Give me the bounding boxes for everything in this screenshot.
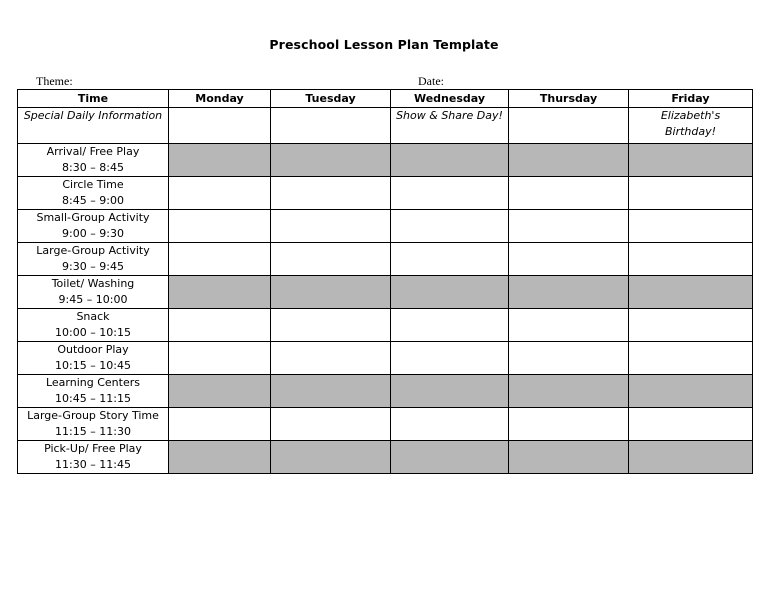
plan-cell[interactable] [169, 408, 271, 441]
time-cell [18, 210, 169, 243]
plan-cell[interactable] [509, 375, 629, 408]
column-header-tuesday: Tuesday [271, 90, 391, 108]
plan-cell[interactable] [169, 342, 271, 375]
plan-cell[interactable] [509, 144, 629, 177]
time-cell [18, 441, 169, 474]
column-header-time: Time [18, 90, 169, 108]
plan-cell[interactable] [169, 108, 271, 144]
special-info-row [18, 108, 753, 144]
plan-cell[interactable] [509, 177, 629, 210]
plan-cell[interactable] [271, 375, 391, 408]
table-row [18, 375, 753, 408]
plan-cell[interactable] [629, 375, 753, 408]
special-info-label: Special Daily Information [18, 108, 169, 144]
table-row [18, 408, 753, 441]
plan-cell[interactable] [271, 309, 391, 342]
activity-time: 9:00 – 9:30 [62, 227, 124, 240]
plan-cell[interactable] [629, 243, 753, 276]
time-cell [18, 276, 169, 309]
header-row [18, 90, 753, 108]
plan-cell[interactable] [271, 408, 391, 441]
table-row [18, 441, 753, 474]
friday-note[interactable] [629, 108, 753, 144]
plan-cell[interactable] [509, 210, 629, 243]
table-row [18, 144, 753, 177]
activity-name: Pick-Up/ Free Play [44, 442, 142, 455]
table-row [18, 243, 753, 276]
plan-cell[interactable] [629, 441, 753, 474]
plan-cell[interactable] [271, 342, 391, 375]
plan-cell[interactable] [169, 375, 271, 408]
plan-cell[interactable] [509, 441, 629, 474]
plan-cell[interactable] [169, 210, 271, 243]
activity-time: 10:45 – 11:15 [55, 392, 131, 405]
activity-name: Large-Group Story Time [27, 409, 159, 422]
plan-cell[interactable] [391, 144, 509, 177]
column-header-thursday: Thursday [509, 90, 629, 108]
time-cell [18, 177, 169, 210]
activity-name: Circle Time [62, 178, 124, 191]
activity-time: 9:45 – 10:00 [58, 293, 128, 306]
plan-cell[interactable] [271, 108, 391, 144]
activity-time: 8:45 – 9:00 [62, 194, 124, 207]
plan-cell[interactable] [169, 276, 271, 309]
plan-cell[interactable] [169, 309, 271, 342]
plan-cell[interactable] [271, 441, 391, 474]
plan-cell[interactable] [391, 243, 509, 276]
time-cell [18, 342, 169, 375]
plan-cell[interactable] [629, 177, 753, 210]
activity-time: 8:30 – 8:45 [62, 161, 124, 174]
plan-cell[interactable] [509, 243, 629, 276]
plan-cell[interactable] [391, 441, 509, 474]
activity-name: Snack [76, 310, 110, 323]
plan-cell[interactable] [509, 408, 629, 441]
friday-note-line1: Elizabeth's [660, 109, 721, 122]
plan-cell[interactable] [391, 408, 509, 441]
plan-cell[interactable] [169, 441, 271, 474]
table-row [18, 210, 753, 243]
plan-cell[interactable] [271, 144, 391, 177]
plan-cell[interactable] [391, 276, 509, 309]
table-row [18, 309, 753, 342]
time-cell [18, 309, 169, 342]
plan-cell[interactable] [391, 309, 509, 342]
plan-cell[interactable] [629, 408, 753, 441]
activity-name: Toilet/ Washing [51, 277, 135, 290]
activity-name: Large-Group Activity [36, 244, 150, 257]
plan-cell[interactable] [629, 309, 753, 342]
activity-time: 11:30 – 11:45 [55, 458, 131, 471]
theme-label: Theme: [36, 74, 73, 88]
column-header-friday: Friday [629, 90, 753, 108]
activity-name: Learning Centers [45, 376, 140, 389]
plan-cell[interactable] [509, 342, 629, 375]
activity-name: Arrival/ Free Play [46, 145, 140, 158]
plan-cell[interactable] [391, 375, 509, 408]
table-row [18, 342, 753, 375]
time-cell [18, 375, 169, 408]
plan-cell[interactable] [169, 144, 271, 177]
plan-cell[interactable] [509, 309, 629, 342]
time-cell [18, 144, 169, 177]
activity-name: Small-Group Activity [36, 211, 150, 224]
page-title: Preschool Lesson Plan Template [269, 37, 499, 52]
plan-cell[interactable] [271, 177, 391, 210]
activity-name: Outdoor Play [57, 343, 129, 356]
plan-cell[interactable] [629, 342, 753, 375]
plan-cell[interactable] [629, 276, 753, 309]
table-row [18, 177, 753, 210]
plan-cell[interactable] [509, 108, 629, 144]
activity-time: 10:15 – 10:45 [55, 359, 131, 372]
table-row [18, 276, 753, 309]
plan-cell[interactable] [629, 210, 753, 243]
plan-cell[interactable] [391, 177, 509, 210]
plan-cell[interactable] [391, 342, 509, 375]
lesson-plan-table [17, 89, 753, 474]
column-header-monday: Monday [169, 90, 271, 108]
time-cell [18, 408, 169, 441]
activity-time: 11:15 – 11:30 [55, 425, 131, 438]
activity-time: 9:30 – 9:45 [62, 260, 124, 273]
plan-cell[interactable] [271, 243, 391, 276]
time-cell [18, 243, 169, 276]
wednesday-note[interactable]: Show & Share Day! [391, 108, 509, 144]
plan-cell[interactable] [271, 210, 391, 243]
column-header-wednesday: Wednesday [391, 90, 509, 108]
plan-cell[interactable] [629, 144, 753, 177]
date-label: Date: [418, 74, 444, 88]
plan-cell[interactable] [271, 276, 391, 309]
plan-cell[interactable] [169, 243, 271, 276]
activity-time: 10:00 – 10:15 [55, 326, 131, 339]
plan-cell[interactable] [391, 210, 509, 243]
plan-cell[interactable] [509, 276, 629, 309]
friday-note-line2: Birthday! [664, 125, 717, 138]
plan-cell[interactable] [169, 177, 271, 210]
